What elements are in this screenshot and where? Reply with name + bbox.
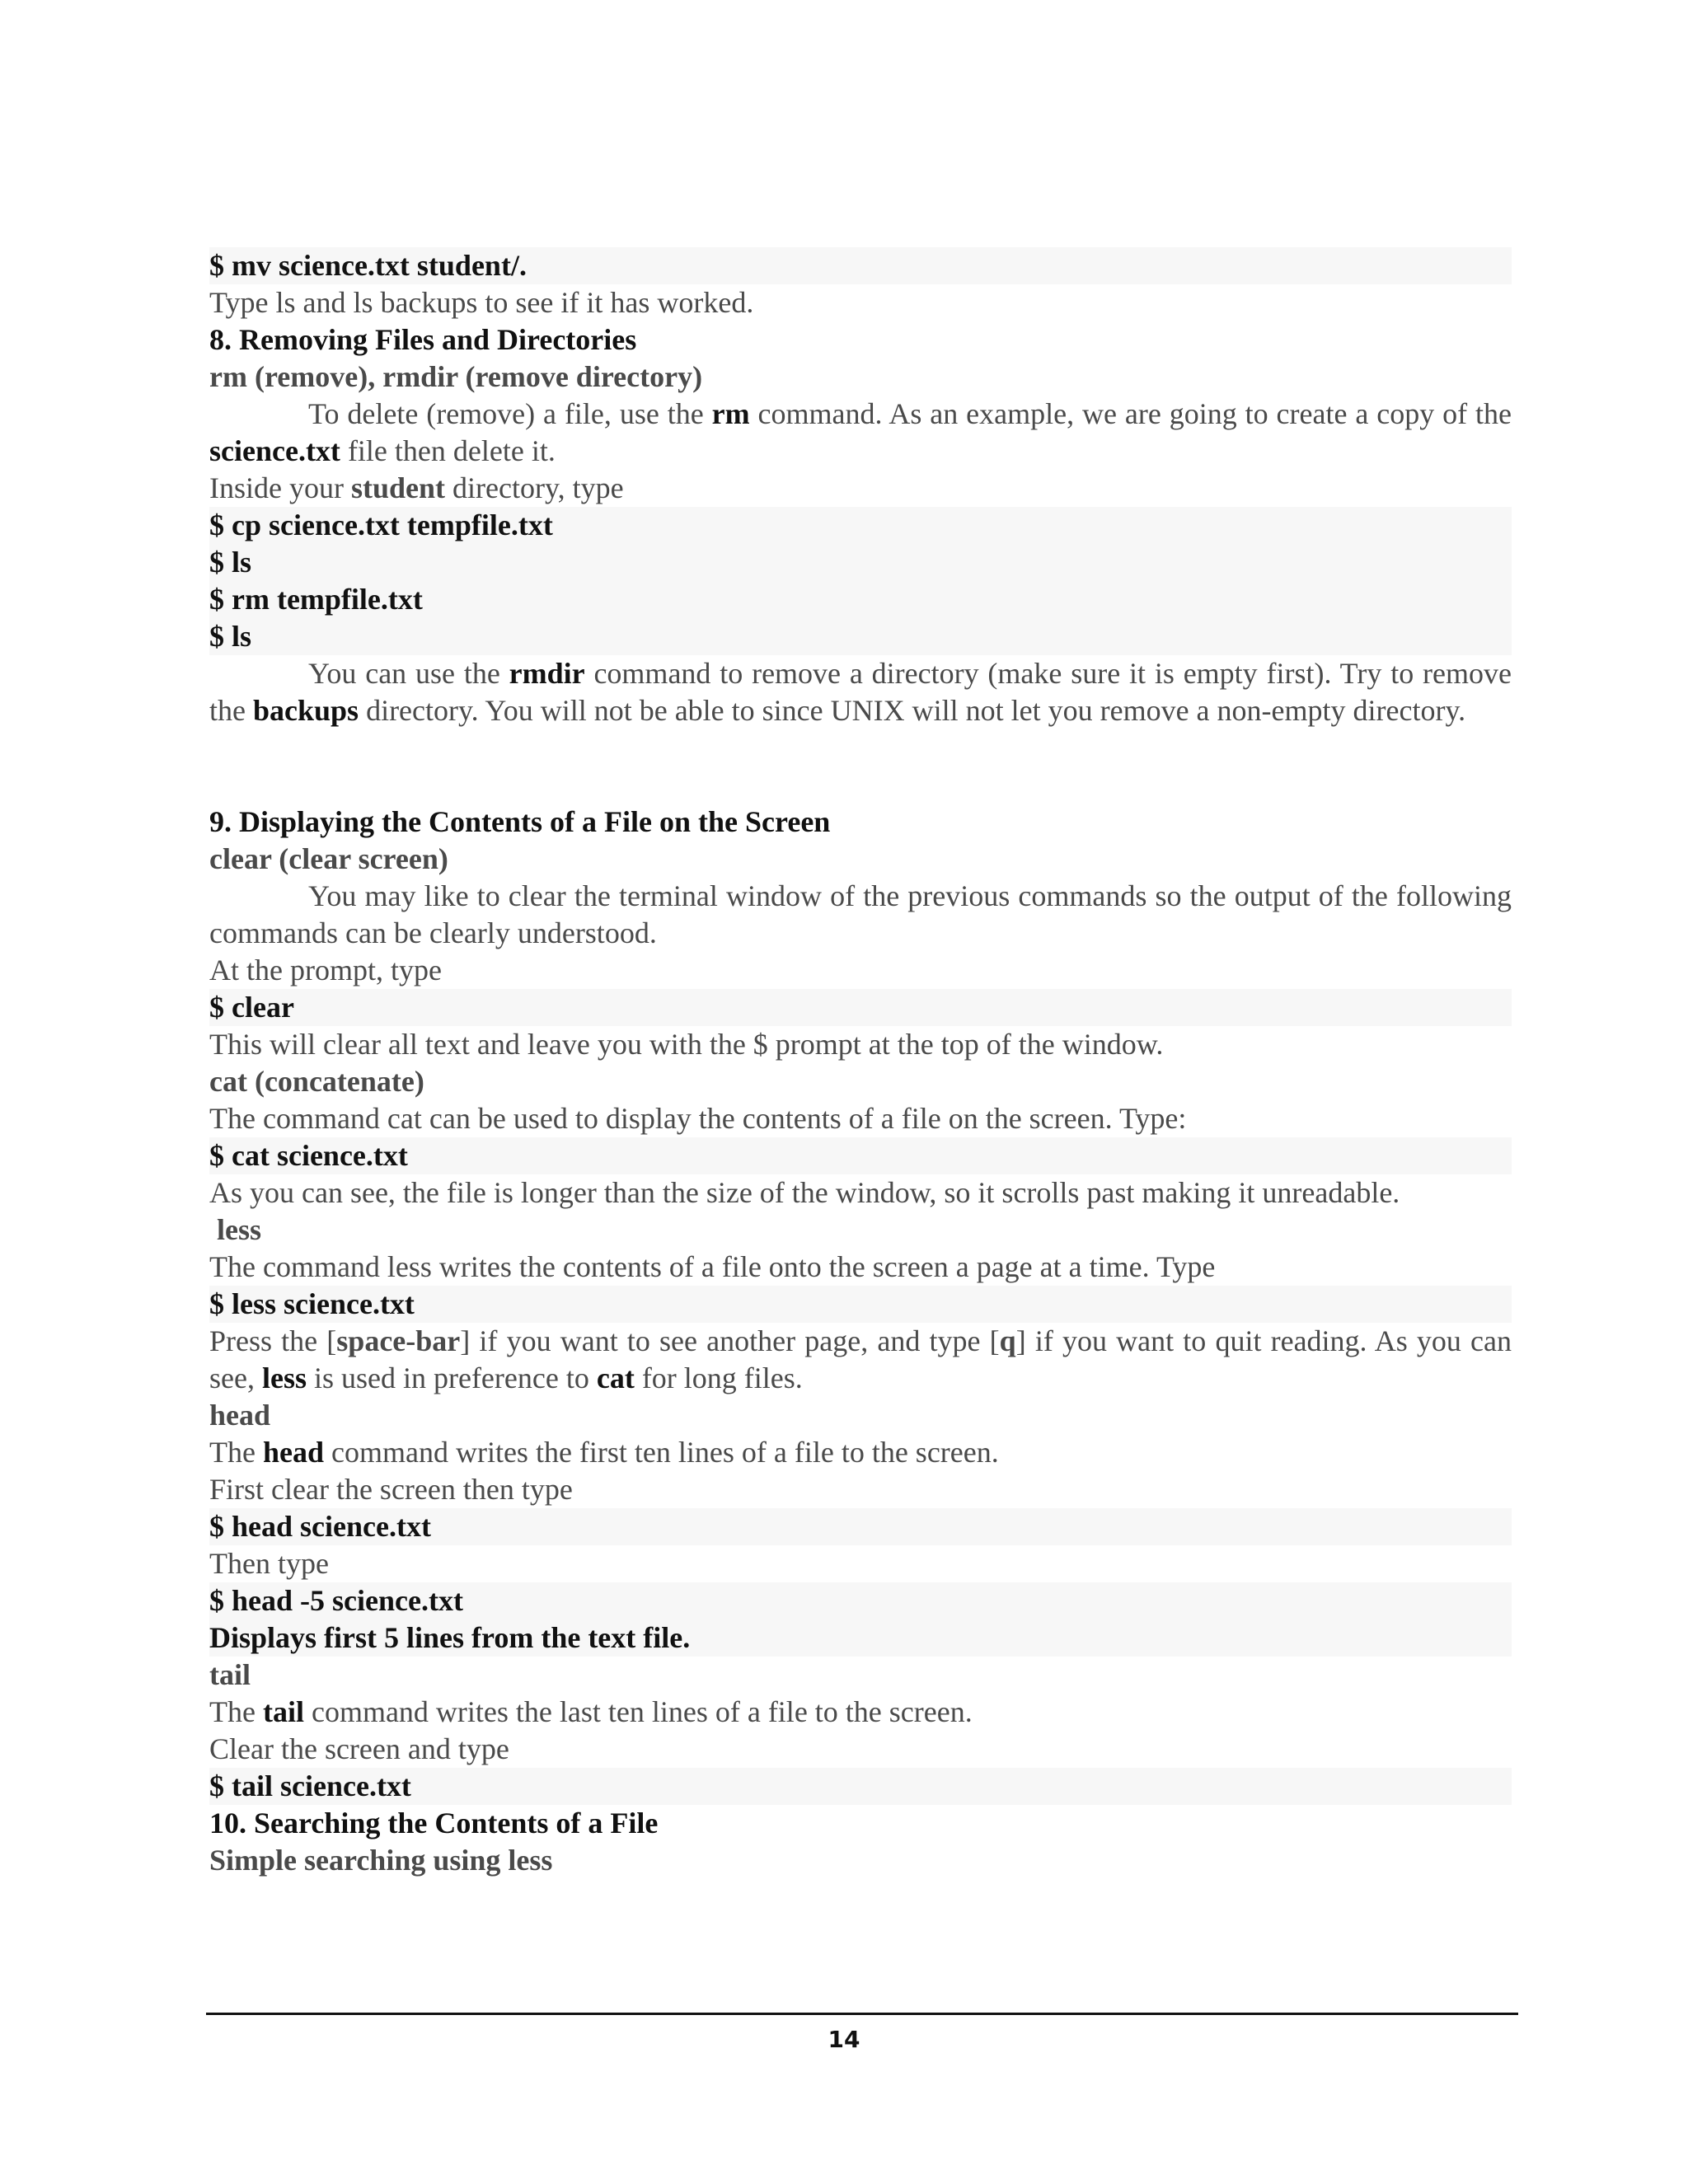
footer-divider (206, 2013, 1518, 2015)
section-heading: 8. Removing Files and Directories (209, 323, 637, 356)
command-line: $ cp science.txt tempfile.txt (209, 507, 1512, 544)
command-line: $ ls (209, 618, 1512, 655)
text-run: directory, type (445, 471, 624, 504)
command-line: $ tail science.txt (209, 1768, 1512, 1805)
bold-term: backups (252, 694, 359, 727)
paragraph (209, 1323, 1512, 1397)
body-text: The command cat can be used to display the contents of a file on the screen. Type: (209, 1102, 1187, 1135)
text-run: ] if you want to see another page, and type [ (460, 1324, 1000, 1357)
bold-term: head (262, 1436, 324, 1469)
body-text: First clear the screen then type (209, 1473, 573, 1506)
bold-term: tail (262, 1695, 304, 1728)
subsection-heading: less (209, 1213, 261, 1246)
text-run: command. As an example, we are going to create a copy of the (749, 397, 1512, 430)
page-number: 14 (828, 2026, 860, 2053)
subsection-heading: tail (209, 1658, 251, 1691)
text-run: Press the [ (209, 1324, 337, 1357)
text-run: for long files. (634, 1361, 803, 1394)
subsection-heading: head (209, 1399, 271, 1432)
body-text: Then type (209, 1547, 329, 1580)
body-text: At the prompt, type (209, 954, 442, 987)
bold-term: rm (711, 397, 750, 430)
text-run: To delete (remove) a file, use the (308, 397, 712, 430)
body-text (209, 1694, 1512, 1731)
subsection-heading: cat (concatenate) (209, 1065, 424, 1098)
text-run: Inside your (209, 471, 351, 504)
text-run: file then delete it. (340, 434, 556, 467)
text-run: directory. You will not be able to since UNIX will not let you remove a non-empty directory. (359, 694, 1466, 727)
paragraph (209, 396, 1512, 470)
body-text: This will clear all text and leave you with the $ prompt at the top of the window. (209, 1028, 1164, 1061)
bold-term: q (999, 1324, 1016, 1357)
bold-term: science.txt (209, 434, 340, 467)
text-run: command writes the last ten lines of a file to the screen. (303, 1695, 973, 1728)
command-line: $ ls (209, 544, 1512, 581)
command-line: $ less science.txt (209, 1286, 1512, 1323)
text-run: The (209, 1436, 263, 1469)
subsection-heading: clear (clear screen) (209, 842, 448, 875)
body-text (209, 1434, 1512, 1471)
text-run: command to remove a directory (make sure it is empty first). Try to remove the (209, 657, 1512, 727)
spacer (209, 729, 1512, 804)
paragraph: You may like to clear the terminal window of the previous commands so the output of the following commands can be clearly understood. (209, 879, 1512, 949)
text-run: is used in preference to (306, 1361, 597, 1394)
page-body (209, 247, 1512, 1879)
command-line: $ clear (209, 989, 1512, 1026)
command-line: $ head -5 science.txt (209, 1582, 1512, 1619)
bold-term: space-bar (336, 1324, 461, 1357)
body-text (209, 470, 1512, 507)
subsection-heading: rm (remove), rmdir (remove directory) (209, 360, 703, 393)
command-line: $ mv science.txt student/. (209, 247, 1512, 284)
command-line: $ rm tempfile.txt (209, 581, 1512, 618)
section-heading: 10. Searching the Contents of a File (209, 1807, 659, 1840)
subsection-heading: Simple searching using less (209, 1844, 553, 1877)
command-line: $ head science.txt (209, 1508, 1512, 1545)
body-text: Type ls and ls backups to see if it has worked. (209, 286, 754, 319)
text-run: command writes the first ten lines of a file to the screen. (324, 1436, 999, 1469)
text-run: The (209, 1695, 263, 1728)
command-line: $ cat science.txt (209, 1137, 1512, 1174)
body-text: As you can see, the file is longer than the size of the window, so it scrolls past making it unreadable. (209, 1176, 1400, 1209)
text-run: You can use the (308, 657, 509, 690)
text-run: ] if you want to quit reading. As you can see, (209, 1324, 1512, 1394)
bold-term: rmdir (509, 657, 585, 690)
paragraph (209, 655, 1512, 729)
bold-term: student (350, 471, 445, 504)
command-line: Displays first 5 lines from the text file. (209, 1619, 1512, 1657)
section-heading: 9. Displaying the Contents of a File on the Screen (209, 805, 831, 838)
body-text: The command less writes the contents of a file onto the screen a page at a time. Type (209, 1250, 1216, 1283)
body-text: Clear the screen and type (209, 1732, 509, 1765)
bold-term: cat (596, 1361, 635, 1394)
bold-term: less (261, 1361, 307, 1394)
